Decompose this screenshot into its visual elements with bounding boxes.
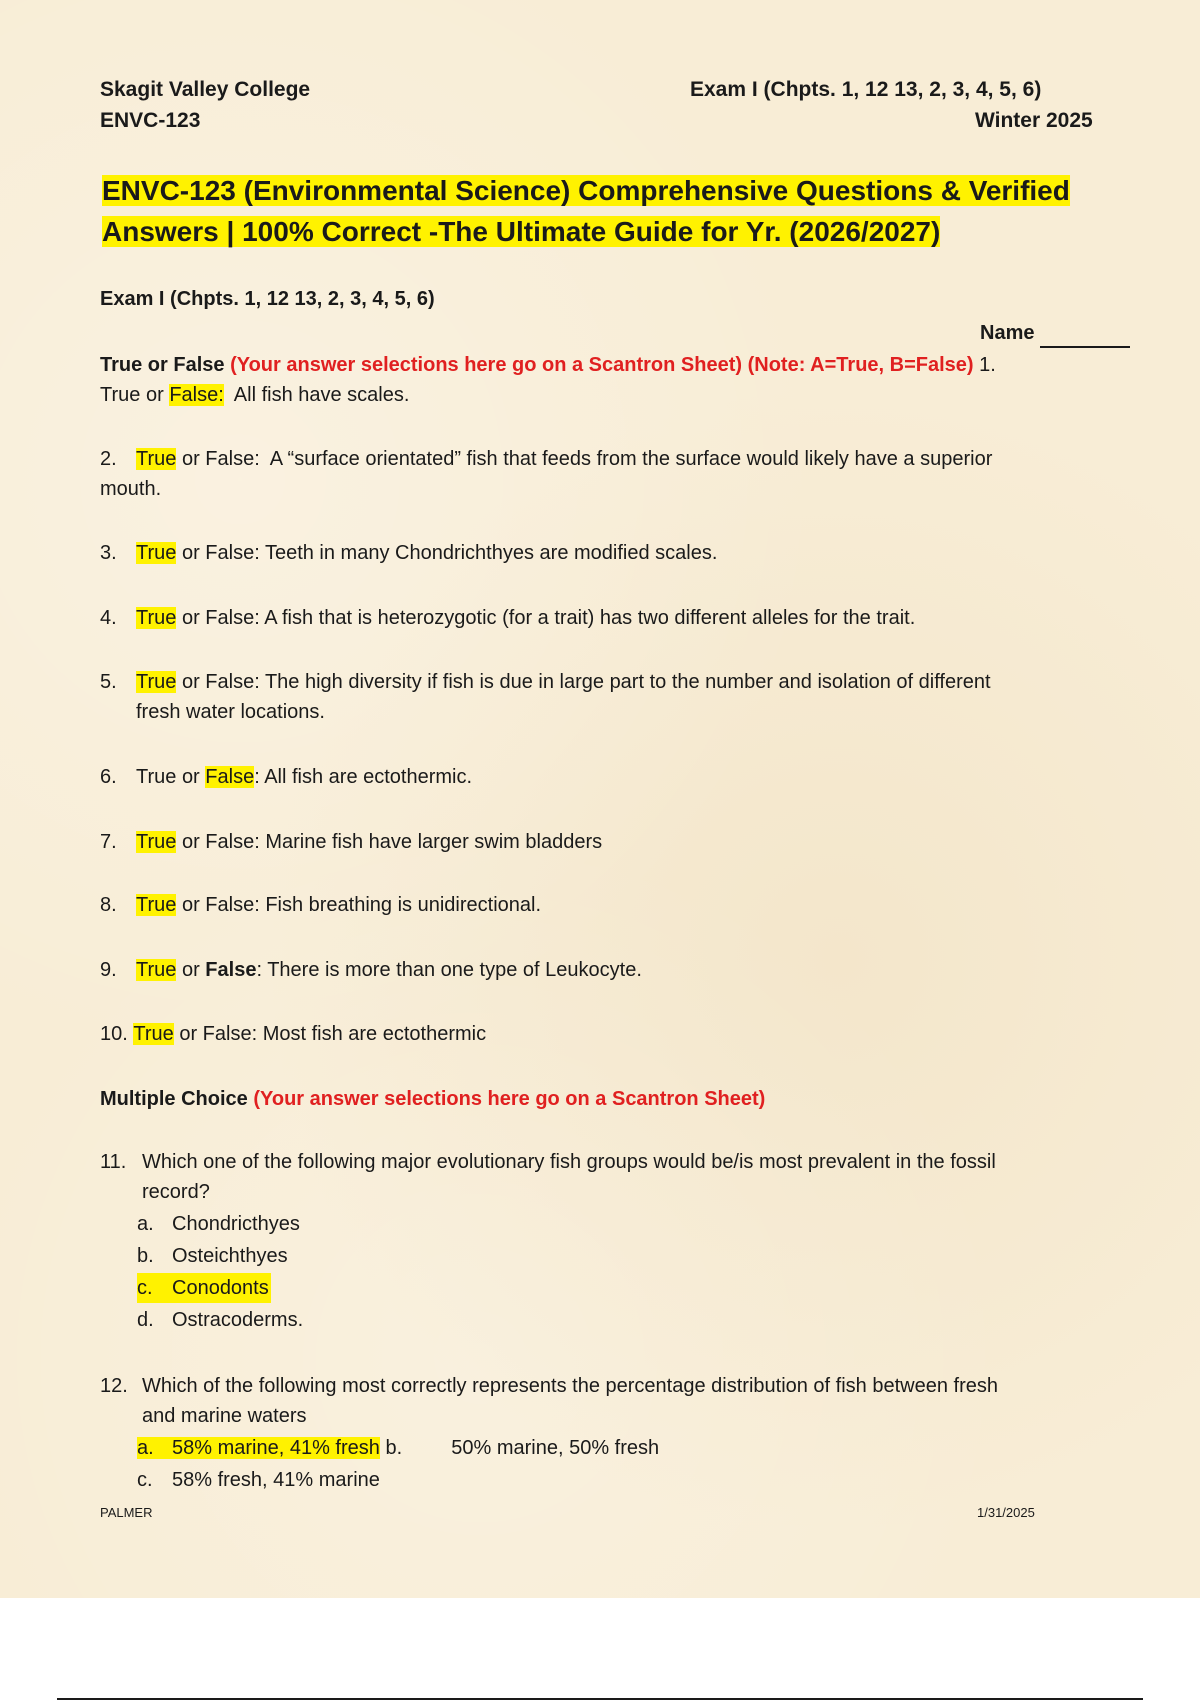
question-1 <box>100 380 1130 410</box>
q11-option-b: b. Osteichthyes <box>137 1245 288 1267</box>
q7-number: 7. <box>100 831 117 853</box>
question-3: 3. True or False: Teeth in many Chondrichthyes are modified scales. <box>100 538 1130 568</box>
mc-instruction: (Your answer selections here go on a Scantron Sheet) <box>253 1088 766 1110</box>
q7-text: Marine fish have larger swim bladders <box>265 831 603 853</box>
title-line-1: ENVC-123 (Environmental Science) Comprehensive Questions & Verified <box>102 175 1070 206</box>
q1-or: or <box>145 384 164 406</box>
question-2: 2. True or False: A “surface orientated” fish that feeds from the surface would likely have a superior mouth. <box>100 444 1130 504</box>
q6-number: 6. <box>100 766 117 788</box>
q4-number: 4. <box>100 607 117 629</box>
q5-text-cont: fresh water locations. <box>136 701 325 723</box>
q6-text: All fish are ectothermic. <box>264 766 473 788</box>
exam-subheading: Exam I (Chpts. 1, 12 13, 2, 3, 4, 5, 6) <box>100 288 435 310</box>
q8-number: 8. <box>100 894 117 916</box>
q11-number: 11. <box>100 1151 127 1173</box>
q12-option-a-answer: a. 58% marine, 41% fresh <box>137 1437 380 1459</box>
question-10: 10. True or False: Most fish are ectothermic <box>100 1023 487 1045</box>
q4-text: A fish that is heterozygotic (for a trait) has two different alleles for the trait. <box>264 607 916 629</box>
q2-answer: True <box>136 448 177 470</box>
question-11 <box>100 1147 1130 1207</box>
tf-instruction: (Your answer selections here go on a Scantron Sheet) (Note: A=True, B=False) <box>230 354 974 376</box>
name-field <box>980 318 1150 348</box>
q2-number: 2. <box>100 448 117 470</box>
q12-text: Which of the following most correctly represents the percentage distribution of fish between fresh <box>142 1375 998 1397</box>
name-label: Name <box>980 322 1035 344</box>
mc-section-heading <box>100 1084 1130 1114</box>
footer-date: 1/31/2025 <box>977 1505 1035 1520</box>
q3-text: Teeth in many Chondrichthyes are modified scales. <box>264 542 718 564</box>
question-12 <box>100 1371 1130 1431</box>
tf-section-heading <box>100 350 1130 380</box>
name-blank <box>1040 328 1130 348</box>
q6-answer: False <box>205 766 255 788</box>
question-6: 6. True or False: All fish are ectothermic. <box>100 762 1130 792</box>
q9-text: There is more than one type of Leukocyte. <box>267 959 642 981</box>
q5-number: 5. <box>100 671 117 693</box>
q12-number: 12. <box>100 1375 128 1397</box>
q9-answer: True <box>136 959 177 981</box>
q9-number: 9. <box>100 959 117 981</box>
q2-text: A “surface orientated” fish that feeds from the surface would likely have a superior <box>269 448 993 470</box>
footer-author: PALMER <box>100 1505 153 1520</box>
q3-number: 3. <box>100 542 117 564</box>
q12-options-row <box>137 1433 659 1463</box>
question-9: 9. True or False: There is more than one type of Leukocyte. <box>100 955 1130 985</box>
q12-text-cont: and marine waters <box>142 1405 307 1427</box>
course-code: ENVC-123 <box>100 109 201 132</box>
q12-option-c: c. 58% fresh, 41% marine <box>137 1469 380 1491</box>
exam-label: Exam I (Chpts. 1, 12 13, 2, 3, 4, 5, 6) <box>690 78 1042 101</box>
q4-answer: True <box>136 607 177 629</box>
q1-answer: False: <box>169 384 224 406</box>
q1-true-option: True <box>100 384 141 406</box>
q7-answer: True <box>136 831 177 853</box>
q8-answer: True <box>136 894 177 916</box>
q12-option-b-letter: b. <box>385 1437 403 1459</box>
q11-option-c-answer: c. Conodonts <box>137 1273 271 1303</box>
question-7: 7. True or False: Marine fish have larger swim bladders <box>100 827 1130 857</box>
q1-number: 1. <box>979 354 996 376</box>
document-title <box>102 170 1102 252</box>
mc-heading: Multiple Choice <box>100 1088 248 1110</box>
q11-text: Which one of the following major evolutionary fish groups would be/is most prevalent in the fossil <box>142 1151 996 1173</box>
q5-text: The high diversity if fish is due in large part to the number and isolation of different <box>264 671 991 693</box>
term-label: Winter 2025 <box>975 109 1093 132</box>
q11-option-a: a. Chondricthyes <box>137 1213 300 1235</box>
q11-option-d: d. Ostracoderms. <box>137 1309 304 1331</box>
q10-number: 10. <box>100 1023 128 1045</box>
title-line-2: Answers | 100% Correct -The Ultimate Guide for Yr. (2026/2027) <box>102 216 941 247</box>
question-4: 4. True or False: A fish that is heterozygotic (for a trait) has two different alleles for the trait. <box>100 603 1130 633</box>
q3-answer: True <box>136 542 177 564</box>
q5-answer: True <box>136 671 177 693</box>
q12-option-b-text: 50% marine, 50% fresh <box>451 1437 660 1459</box>
college-name: Skagit Valley College <box>100 78 311 101</box>
tf-heading: True or False <box>100 354 225 376</box>
question-5: 5. True or False: The high diversity if fish is due in large part to the number and isolation of different fresh water locations. <box>100 667 1130 727</box>
q1-text: All fish have scales. <box>233 384 410 406</box>
q8-text: Fish breathing is unidirectional. <box>265 894 542 916</box>
q10-text: Most fish are ectothermic <box>262 1023 487 1045</box>
question-8: 8. True or False: Fish breathing is unidirectional. <box>100 890 1130 920</box>
q10-answer: True <box>133 1023 174 1045</box>
q2-text-cont: mouth. <box>100 478 162 500</box>
q11-text-cont: record? <box>142 1181 210 1203</box>
